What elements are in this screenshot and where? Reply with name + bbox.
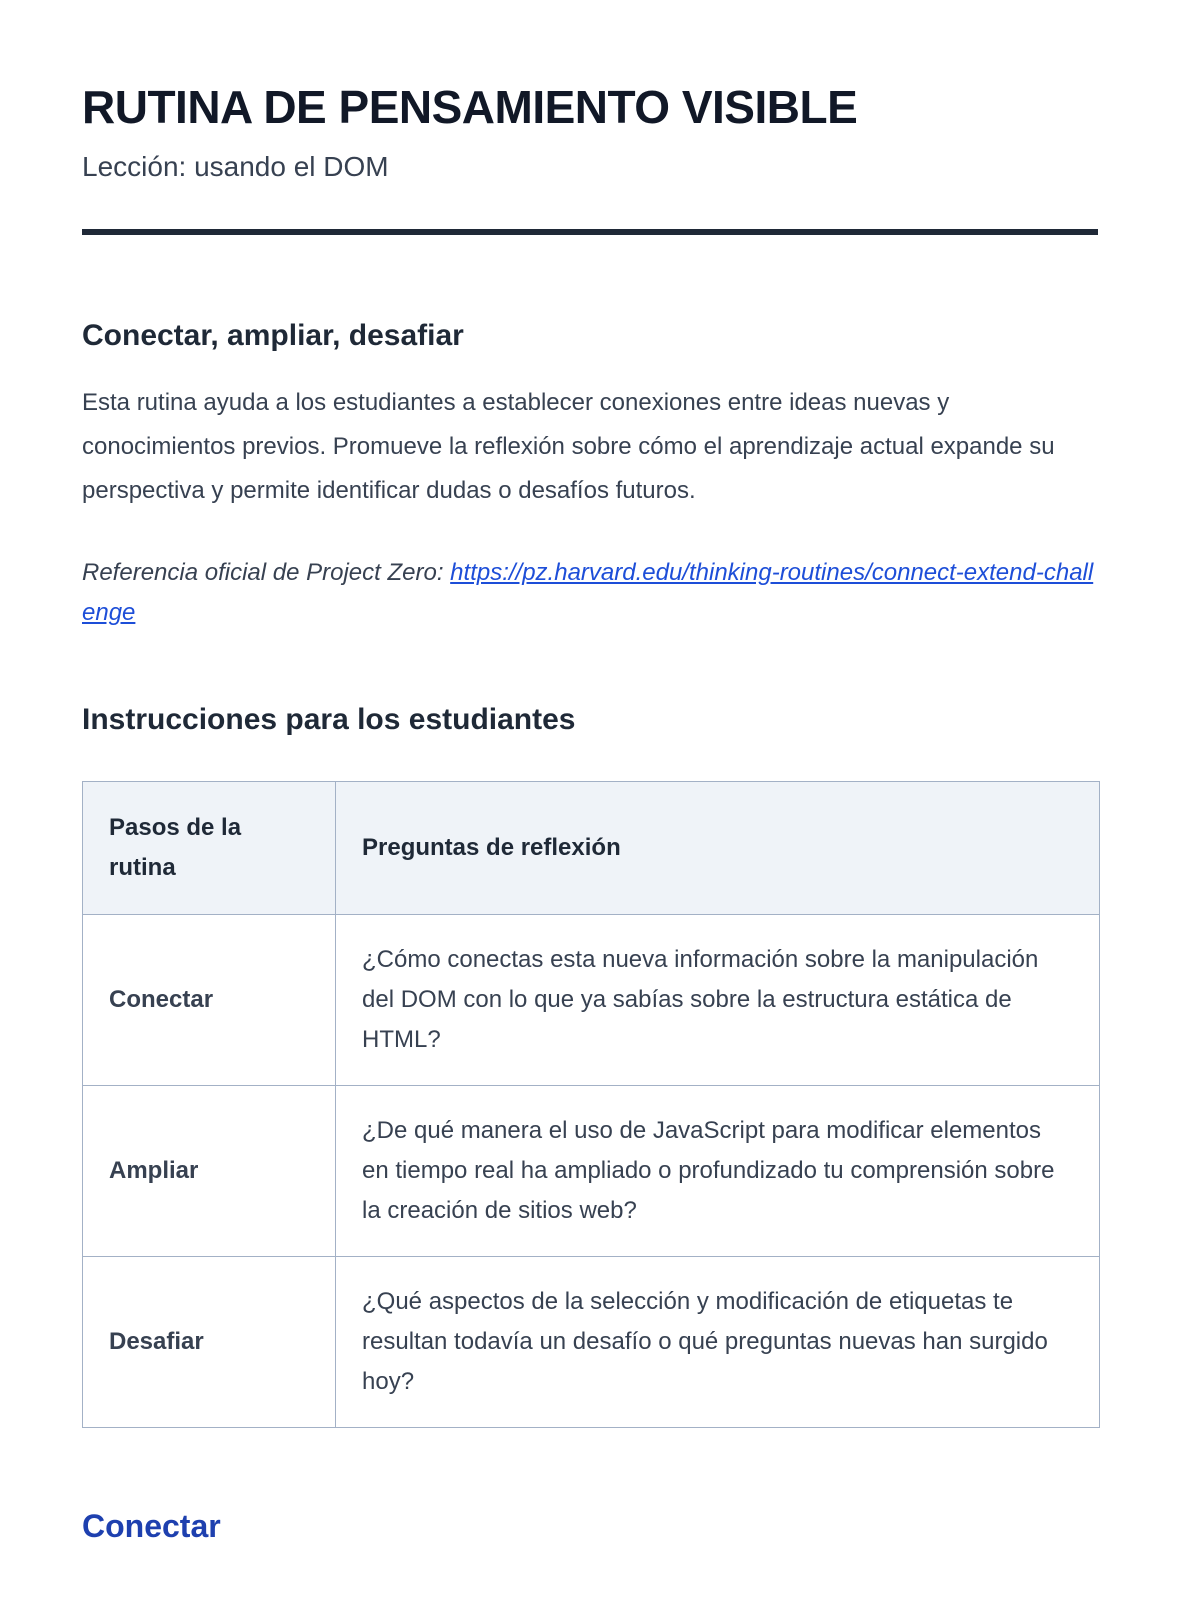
intro-paragraph: Esta rutina ayuda a los estudiantes a establecer conexiones entre ideas nuevas y conocimientos previos. Promueve la reflexión sobre cómo el aprendizaje actual expande su perspectiva y permite identificar dudas o desafíos futuros. [82,389,1055,505]
header-divider [82,229,1098,235]
page-title: RUTINA DE PENSAMIENTO VISIBLE [82,81,858,133]
step-name-conectar: Conectar [83,915,336,1086]
table-header-steps: Pasos de la rutina [83,782,336,915]
intro-heading: Conectar, ampliar, desafiar [82,319,464,353]
next-section-heading: Conectar [82,1508,221,1545]
step-name-desafiar: Desafiar [83,1257,336,1428]
page-subtitle: Lección: usando el DOM [82,151,389,183]
reference-link[interactable]: https://pz.harvard.edu/thinking-routines/connect-extend-challenge [82,559,1094,627]
step-question-desafiar: ¿Qué aspectos de la selección y modificación de etiquetas te resultan todavía un desafío o qué preguntas nuevas han surgido hoy? [336,1257,1100,1428]
routine-table [82,781,1100,1428]
reference-label: Referencia oficial de Project Zero: [82,559,451,587]
reference-line [82,553,1098,633]
table-header-row [83,782,1100,915]
step-name-ampliar: Ampliar [83,1086,336,1257]
table-row [83,1086,1100,1257]
table-header-questions: Preguntas de reflexión [336,782,1100,915]
table-row [83,1257,1100,1428]
step-question-ampliar: ¿De qué manera el uso de JavaScript para modificar elementos en tiempo real ha ampliado o profundizado tu comprensión sobre la creación de sitios web? [336,1086,1100,1257]
instructions-heading: Instrucciones para los estudiantes [82,703,576,737]
step-question-conectar: ¿Cómo conectas esta nueva información sobre la manipulación del DOM con lo que ya sabías sobre la estructura estática de HTML? [336,915,1100,1086]
table-row [83,915,1100,1086]
